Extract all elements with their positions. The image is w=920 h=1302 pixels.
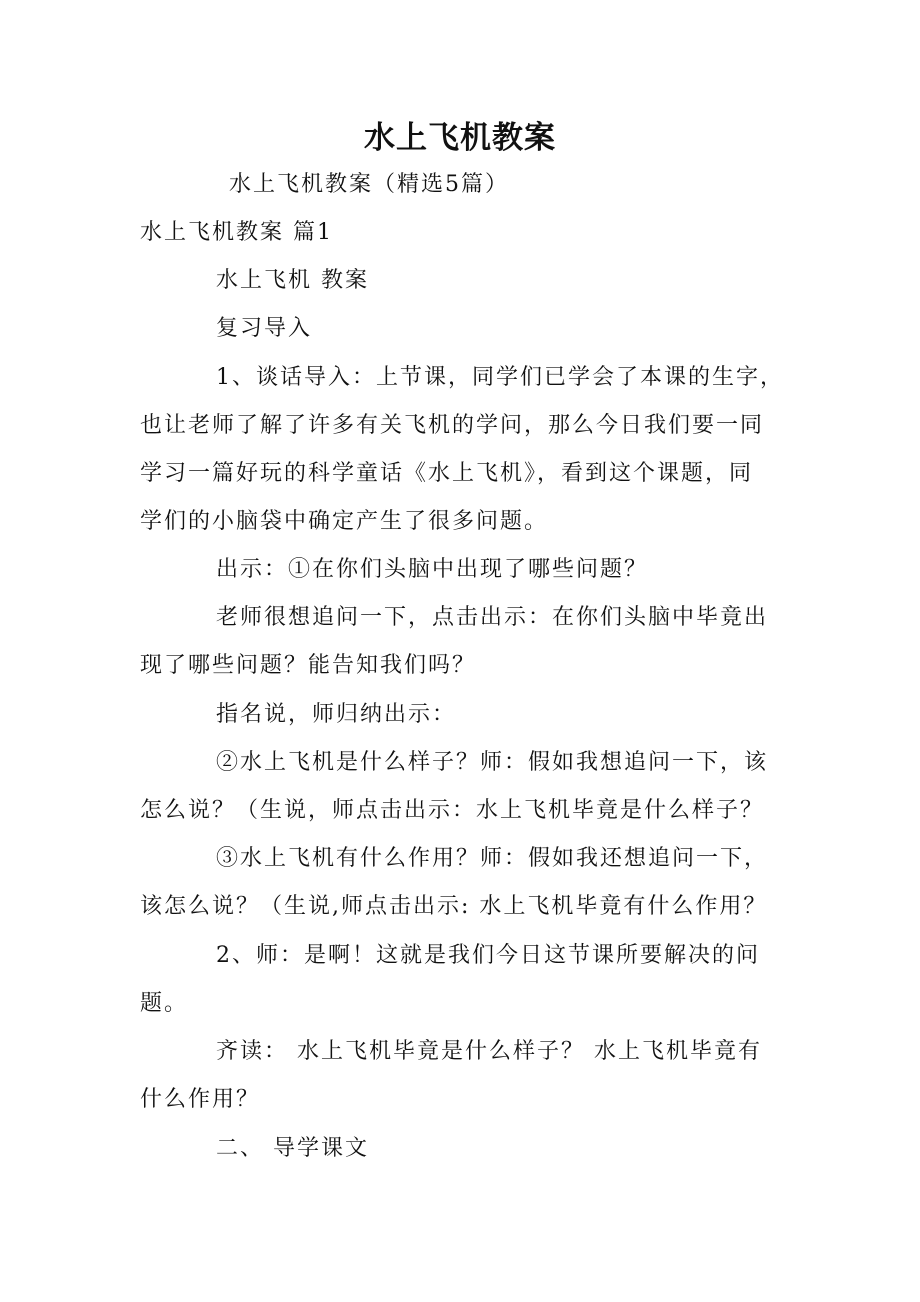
paragraph-line: 1、谈话导入：上节课，同学们已学会了本课的生字， <box>216 365 784 390</box>
paragraph-line: 齐读： 水上飞机毕竟是什么样子？ 水上飞机毕竟有 <box>216 1039 762 1064</box>
paragraph-line: 学习一篇好玩的科学童话《水上飞机》，看到这个课题，同 <box>140 461 754 486</box>
part-heading-guide: 二、 导学课文 <box>216 1136 369 1161</box>
paragraph-line: 指名说，师归纳出示： <box>216 702 457 727</box>
paragraph-line: 出示：①在你们头脑中出现了哪些问题？ <box>216 557 649 582</box>
paragraph-line: ②水上飞机是什么样子？师：假如我想追问一下，该 <box>216 750 769 775</box>
paragraph-line: 老师很想追问一下，点击出示：在你们头脑中毕竟出 <box>216 605 769 630</box>
lesson-name: 水上飞机 教案 <box>216 268 369 293</box>
paragraph-line: ③水上飞机有什么作用？师：假如我还想追问一下， <box>216 846 769 871</box>
paragraph-line: 什么作用？ <box>140 1087 261 1112</box>
document-subtitle: 水上飞机教案（精选5篇） <box>229 172 509 197</box>
paragraph-line: 学们的小脑袋中确定产生了很多问题。 <box>140 509 549 534</box>
paragraph-line: 现了哪些问题？能告知我们吗？ <box>140 653 477 678</box>
paragraph-line: 该怎么说？（生说,师点击出示: 水上飞机毕竟有什么作用？ <box>140 894 768 919</box>
section-heading: 水上飞机教案 篇1 <box>140 220 333 245</box>
document-title: 水上飞机教案 <box>364 120 556 156</box>
paragraph-line: 也让老师了解了许多有关飞机的学问，那么今日我们要一同 <box>140 413 765 438</box>
paragraph-line: 题。 <box>140 991 189 1016</box>
paragraph-line: 2、师：是啊！这就是我们今日这节课所要解决的问 <box>216 943 760 968</box>
part-heading-review: 复习导入 <box>216 316 313 341</box>
paragraph-line: 怎么说？（生说，师点击出示：水上飞机毕竟是什么样子？ <box>140 798 765 823</box>
